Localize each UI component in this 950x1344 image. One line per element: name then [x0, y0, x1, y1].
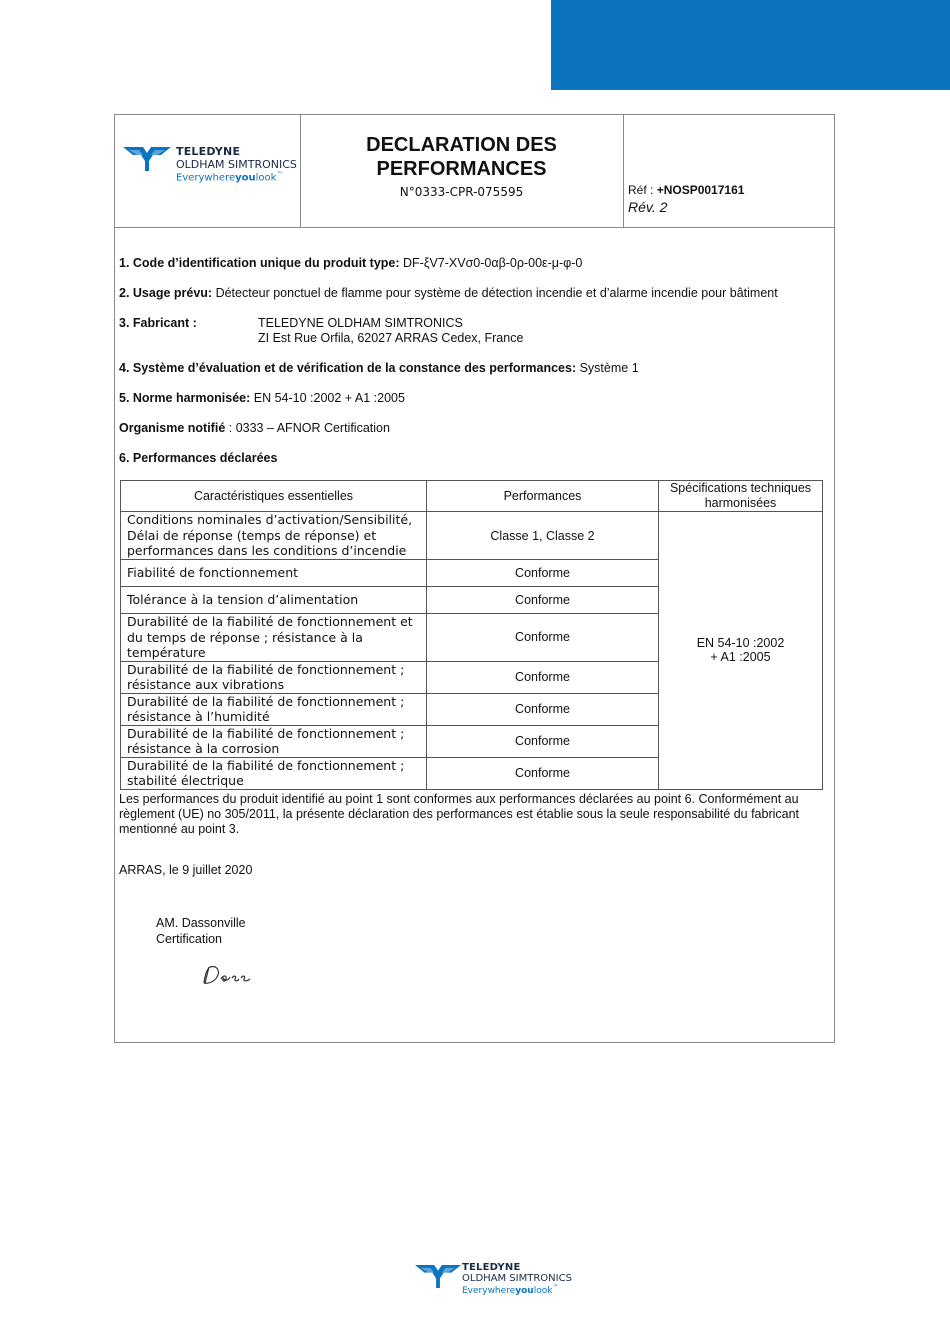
teledyne-wings-icon [415, 1265, 461, 1288]
declaration-frame [114, 114, 835, 1043]
title-line-1: DECLARATION DES [366, 134, 557, 156]
manufacturer-address: ZI Est Rue Orfila, 62027 ARRAS Cedex, France [258, 331, 524, 345]
performance-cell: Conforme [427, 614, 659, 662]
column-header: Performances [427, 481, 659, 512]
place-date: ARRAS, le 9 juillet 2020 [119, 863, 253, 877]
header-title-cell [300, 115, 624, 227]
table-row [121, 512, 823, 560]
performance-cell: Conforme [427, 693, 659, 725]
logo-tagline: Everywhereyoulook™ [176, 171, 283, 184]
conclusion-paragraph: Les performances du produit identifié au point 1 sont conformes aux performances déclarées au point 6. Conformément au règlement (UE) no 305/2011, la présente déclaration des performances est établie sous la seule responsabilité du fabricant mentionné au point 3. [119, 792, 800, 836]
signatory-role: Certification [156, 932, 222, 946]
teledyne-wings-icon [123, 147, 171, 171]
column-header: Caractéristiques essentielles [121, 481, 427, 512]
section-4: 4. Système d’évaluation et de vérification de la constance des performances: Système 1 [119, 361, 639, 375]
table-header-row [121, 481, 823, 512]
footer-logo-tagline: Everywhereyoulook™ [462, 1284, 559, 1296]
characteristic-cell: Durabilité de la fiabilité de fonctionnement ; résistance à l’humidité [121, 693, 427, 725]
logo-line-1: TELEDYNE [176, 145, 241, 158]
performance-cell: Conforme [427, 725, 659, 757]
footer-logo-line-2: OLDHAM SIMTRONICS [462, 1273, 572, 1284]
characteristic-cell: Durabilité de la fiabilité de fonctionnement ; résistance à la corrosion [121, 725, 427, 757]
characteristic-cell: Durabilité de la fiabilité de fonctionnement et du temps de réponse ; résistance à la température [121, 614, 427, 662]
characteristic-cell: Durabilité de la fiabilité de fonctionnement ; stabilité électrique [121, 757, 427, 789]
logo-line-2: OLDHAM SIMTRONICS [176, 158, 297, 171]
section-6: 6. Performances déclarées [119, 451, 278, 465]
characteristic-cell: Fiabilité de fonctionnement [121, 560, 427, 587]
document-header [115, 115, 834, 228]
specification-cell: EN 54-10 :2002 + A1 :2005 [659, 512, 823, 790]
title-line-2: PERFORMANCES [376, 158, 547, 180]
revision: Rév. 2 [628, 199, 668, 215]
manufacturer-name: TELEDYNE OLDHAM SIMTRONICS [258, 316, 463, 330]
teledyne-logo [123, 145, 298, 185]
notified-body: Organisme notifié : 0333 – AFNOR Certification [119, 421, 390, 435]
characteristic-cell: Conditions nominales d’activation/Sensibilité, Délai de réponse (temps de réponse) et performances dans les conditions d’incendie [121, 512, 427, 560]
section-1: 1. Code d’identification unique du produit type: DF-ξV7-XVσ0-0αβ-0ρ-00ε-μ-φ-0 [119, 256, 583, 270]
performance-table [120, 480, 823, 790]
section-2: 2. Usage prévu: Détecteur ponctuel de flamme pour système de détection incendie et d’alarme incendie pour bâtiment [119, 286, 778, 300]
performance-cell: Classe 1, Classe 2 [427, 512, 659, 560]
performance-cell: Conforme [427, 661, 659, 693]
header-ref-cell [623, 115, 834, 227]
section-5: 5. Norme harmonisée: EN 54-10 :2002 + A1 :2005 [119, 391, 405, 405]
corner-color-band [551, 0, 950, 90]
performance-cell: Conforme [427, 757, 659, 789]
section-3: 3. Fabricant : [119, 316, 197, 330]
footer-logo-line-1: TELEDYNE [462, 1262, 521, 1273]
signatory-name: AM. Dassonville [156, 916, 246, 930]
header-logo-cell [115, 115, 301, 227]
footer-logo [415, 1262, 575, 1302]
performance-cell: Conforme [427, 560, 659, 587]
handwritten-signature [201, 961, 261, 994]
performance-cell: Conforme [427, 587, 659, 614]
characteristic-cell: Durabilité de la fiabilité de fonctionnement ; résistance aux vibrations [121, 661, 427, 693]
characteristic-cell: Tolérance à la tension d’alimentation [121, 587, 427, 614]
declaration-number: N°0333-CPR-075595 [399, 185, 524, 199]
reference: Réf : +NOSP0017161 [628, 183, 745, 197]
column-header: Spécifications techniques harmonisées [659, 481, 823, 512]
